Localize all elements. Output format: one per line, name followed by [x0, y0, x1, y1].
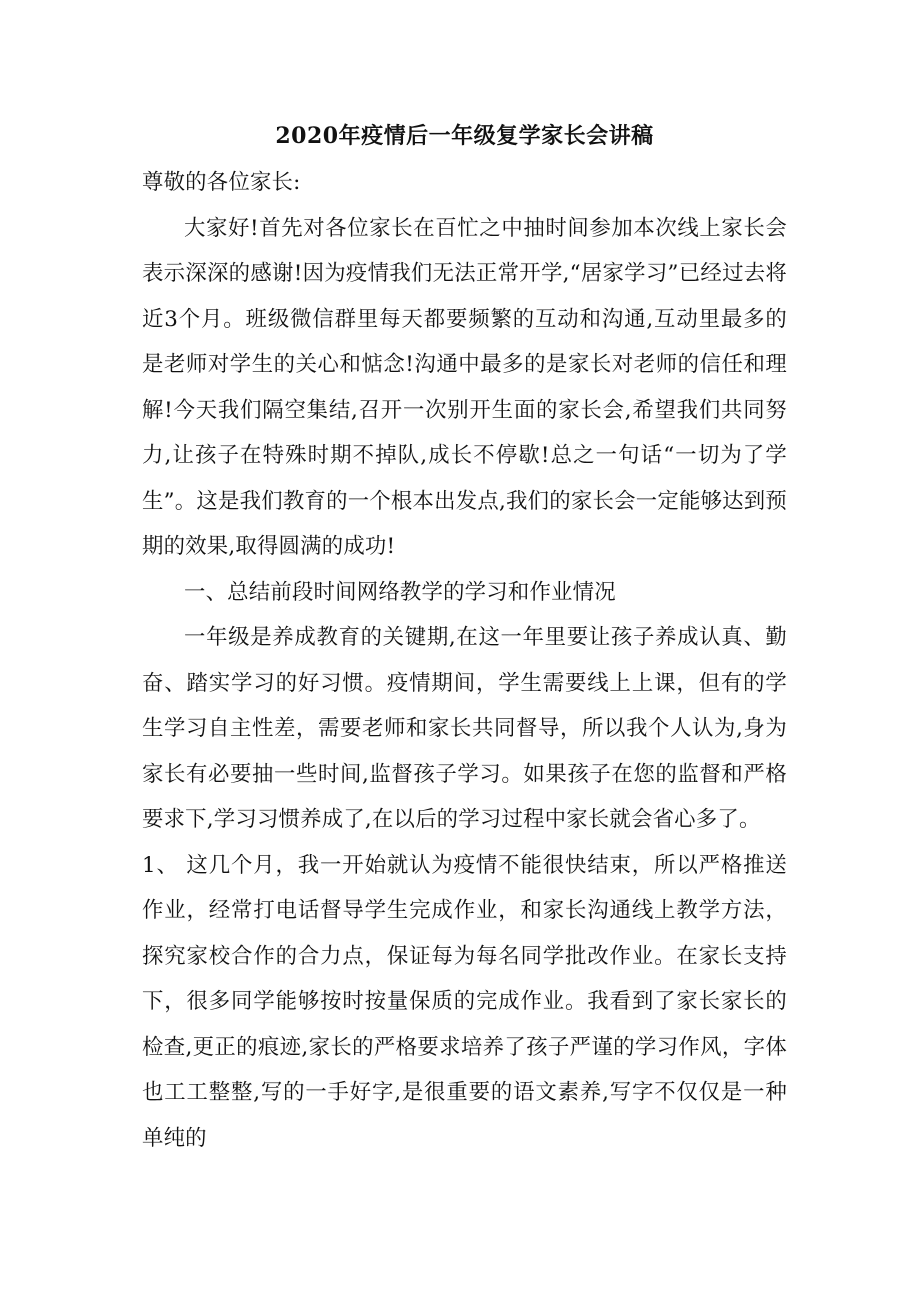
document-title: 2020年疫情后一年级复学家长会讲稿: [275, 123, 654, 149]
section-heading: 一、总结前段时间网络教学的学习和作业情况: [184, 579, 616, 605]
document-page: [142, 118, 787, 1161]
paragraph-greeting: 大家好!首先对各位家长在百忙之中抽时间参加本次线上家长会表示深深的感谢!因为疫情我们无法正常开学,“居家学习”已经过去将近3个月。班级微信群里每天都要频繁的互动和沟通,互动里最多的是老师对学生的关心和惦念!沟通中最多的是家长对老师的信任和理解!今天我们隔空集结,召开一次别开生面的家长会,希望我们共同努力,让孩子在特殊时期不掉队,成长不停歇!总之一句话“一切为了学生”。这是我们教育的一个根本出发点,我们的家长会一定能够达到预期的效果,取得圆满的成功!: [142, 215, 787, 559]
salutation: 尊敬的各位家长:: [142, 170, 301, 195]
paragraph-numbered-1: 1、 这几个月，我一开始就认为疫情不能很快结束，所以严格推送作业，经常打电话督导学生完成作业，和家长沟通线上教学方法，探究家校合作的合力点，保证每为每名同学批改作业。在家长支持下，很多同学能够按时按量保质的完成作业。我看到了家长家长的检查,更正的痕迹,家长的严格要求培养了孩子严谨的学习作风，字体也工工整整,写的一手好字,是很重要的语文素养,写字不仅仅是一种单纯的: [142, 852, 787, 1151]
paragraph-habits: 一年级是养成教育的关键期,在这一年里要让孩子养成认真、勤奋、踏实学习的好习惯。疫情期间，学生需要线上上课，但有的学生学习自主性差，需要老师和家长共同督导，所以我个人认为,身为家长有必要抽一些时间,监督孩子学习。如果孩子在您的监督和严格要求下,学习习惯养成了,在以后的学习过程中家长就会省心多了。: [142, 625, 787, 832]
